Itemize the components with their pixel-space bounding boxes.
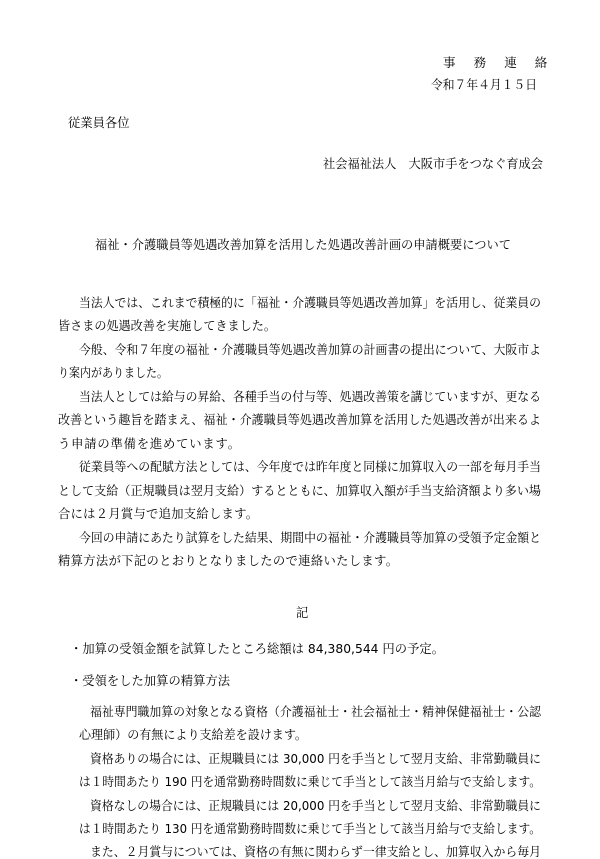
body-line: 今回の申請にあたり試算をした結果、期間中の福祉・介護職員等加算の受領予定金額と <box>79 531 541 545</box>
body-line: 従業員等への配賦方法としては、今年度では昨年度と同様に加算収入の一部を毎月手当 <box>79 460 541 474</box>
settlement-line: は１時間あたり 130 円を通常勤務時間数に乗じて手当として該当月給与で支給します。 <box>79 822 541 836</box>
body-line: 当法人では、これまで積極的に「福祉・介護職員等処遇改善加算」を活用し、従業員の <box>79 296 541 310</box>
body-line: 合には２月賞与で追加支給します。 <box>58 507 259 521</box>
settlement-line: は１時間あたり 190 円を通常勤務時間数に乗じて手当として該当月給与で支給します。 <box>79 775 541 789</box>
sender-organization: 社会福祉法人 大阪市手をつなぐ育成会 <box>323 157 543 171</box>
document-title: 福祉・介護職員等処遇改善加算を活用した処遇改善計画の申請概要について <box>95 238 511 252</box>
issue-date: 令和７年４月１５日 <box>431 78 537 92</box>
settlement-line: 心理師）の有無により支給差を設けます。 <box>79 728 307 742</box>
body-line: 皆さまの処遇改善を実施してきました。 <box>58 319 276 333</box>
body-line: 改善という趣旨を踏まえ、福祉・介護職員等処遇改善加算を活用した処遇改善が出来るよ <box>58 413 541 427</box>
body-line: 今般、令和７年度の福祉・介護職員等処遇改善加算の計画書の提出について、大阪市よ <box>79 343 541 357</box>
settlement-line: 福祉専門職加算の対象となる資格（介護福祉士・社会福祉士・精神保健福祉士・公認 <box>90 705 541 719</box>
settlement-line: また、２月賞与については、資格の有無に関わらず一律支給とし、加算収入から毎月 <box>90 845 541 859</box>
body-line: 当法人としては給与の昇給、各種手当の付与等、処遇改善策を講じていますが、更なる <box>79 390 541 404</box>
body-line: として支給（正規職員は翌月支給）するとともに、加算収入額が手当支給済額より多い場 <box>58 484 541 498</box>
settlement-line: 資格ありの場合には、正規職員には 30,000 円を手当として翌月支給、非常勤職員に <box>90 752 541 766</box>
estimate-item: ・加算の受領金額を試算したところ総額は 84,380,544 円の予定。 <box>70 642 445 656</box>
addressee: 従業員各位 <box>68 116 130 130</box>
body-line: 精算方法が下記のとおりとなりましたので連絡いたします。 <box>58 554 399 568</box>
ki-heading: 記 <box>296 606 309 620</box>
settlement-line: 資格なしの場合には、正規職員には 20,000 円を手当として翌月支給、非常勤職員に <box>90 799 541 813</box>
settlement-item-heading: ・受領をした加算の精算方法 <box>70 674 230 688</box>
document-type-label: 事 務 連 絡 <box>443 55 555 70</box>
body-line: う申請の準備を進めています。 <box>58 437 241 451</box>
body-line: り案内がありました。 <box>58 366 168 380</box>
